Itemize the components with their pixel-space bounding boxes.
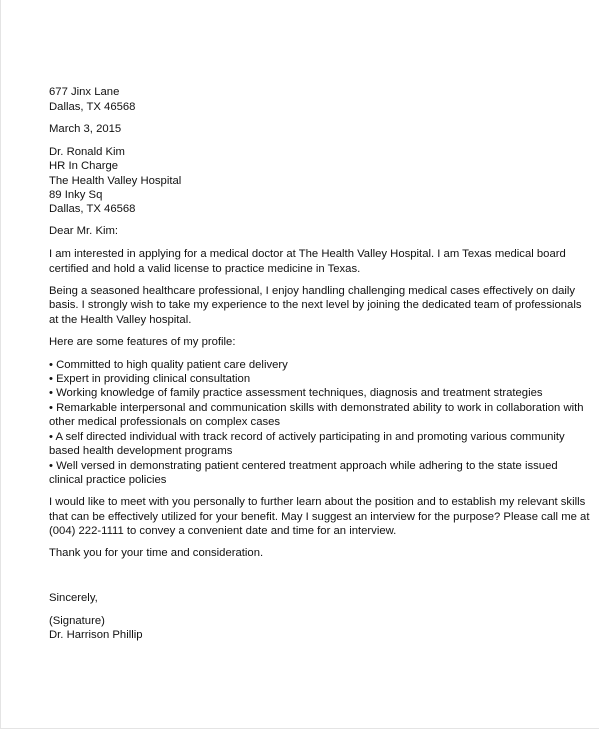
feature-line: • Well versed in demonstrating patient centered treatment approach while adhering to the state issued: [49, 460, 558, 472]
paragraph-line: Being a seasoned healthcare professional, I enjoy handling challenging medical cases effectively on daily: [49, 285, 576, 297]
closing: Sincerely,: [49, 592, 98, 604]
salutation: Dear Mr. Kim:: [49, 225, 119, 237]
recipient-line: The Health Valley Hospital: [49, 175, 182, 187]
features-intro: Here are some features of my profile:: [49, 336, 236, 348]
sender-address-line: Dallas, TX 46568: [49, 101, 136, 113]
feature-line: other medical professionals on complex cases: [49, 416, 281, 428]
paragraph-line: certified and hold a valid license to practice medicine in Texas.: [49, 263, 361, 275]
paragraph-line: that can be effectively utilized for your benefit. May I suggest an interview for the purpose? Please call me at: [49, 511, 590, 523]
paragraph-line: basis. I strongly wish to take my experience to the next level by joining the dedicated team of professionals: [49, 299, 582, 311]
feature-line: based health development programs: [49, 445, 233, 457]
feature-line: • Remarkable interpersonal and communication skills with demonstrated ability to work in collaboration with: [49, 402, 584, 414]
sender-address-line: 677 Jinx Lane: [49, 86, 120, 98]
feature-line: clinical practice policies: [49, 474, 167, 486]
feature-line: • Committed to high quality patient care delivery: [49, 359, 288, 371]
thanks-line: Thank you for your time and consideration.: [49, 547, 264, 559]
paragraph-line: at the Health Valley hospital.: [49, 314, 192, 326]
recipient-line: Dallas, TX 46568: [49, 203, 136, 215]
paragraph-line: (004) 222-1111 to convey a convenient date and time for an interview.: [49, 525, 397, 537]
paragraph-line: I am interested in applying for a medical doctor at The Health Valley Hospital. I am Texas medical board: [49, 248, 566, 260]
feature-line: • A self directed individual with track record of actively participating in and promoting various community: [49, 431, 565, 443]
paragraph-line: I would like to meet with you personally to further learn about the position and to establish my relevant skills: [49, 496, 586, 508]
signer-name: Dr. Harrison Phillip: [49, 629, 143, 641]
recipient-line: 89 Inky Sq: [49, 189, 103, 201]
signature-placeholder: (Signature): [49, 615, 105, 627]
letter-date: March 3, 2015: [49, 123, 122, 135]
feature-line: • Expert in providing clinical consultation: [49, 373, 251, 385]
recipient-line: Dr. Ronald Kim: [49, 146, 125, 158]
feature-line: • Working knowledge of family practice assessment techniques, diagnosis and treatment strategies: [49, 387, 543, 399]
recipient-line: HR In Charge: [49, 160, 119, 172]
